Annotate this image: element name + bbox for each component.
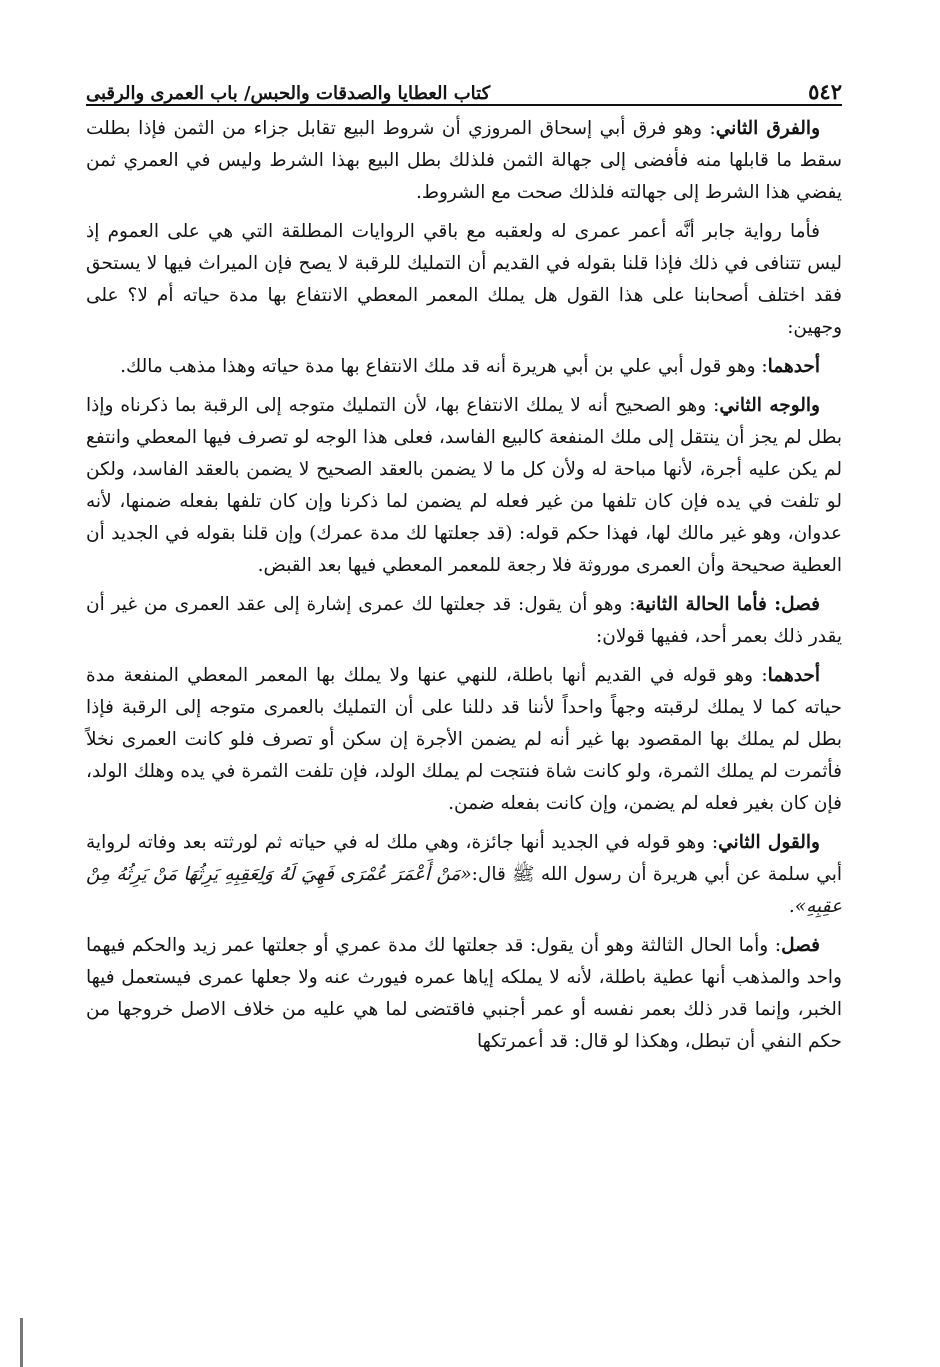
paragraph-text: : وهو قوله في الجديد أنها جائزة، وهي ملك له في حياته ثم لورثته بعد وفاته لرواية أبي سلمة عن أبي هريرة أن رسول الله ﷺ قال: [86,832,842,885]
paragraph-text: فأما رواية جابر أنَّه أعمر عمرى له ولعقبه مع باقي الروايات المطلقة التي هي على العموم إذ ليس تتنافى في ذلك فإذا قلنا بقوله في القديم أن التمليك للرقبة لا يصح فإن الميراث فيها لا يستحق فقد اختلف أصحابنا على هذا القول هل يملك المعمر المعطي الانتفاع بها مدة حياته أم لا؟ على وجهين: [86,221,842,338]
paragraph-text: : وهو فرق أبي إسحاق المروزي أن شروط البيع تقابل جزاء من الثمن فإذا بطلت سقط ما قابلها منه فأفضى إلى جهالة الثمن فلذلك بطل البيع بهذا الشرط وليس في العمري ثمن يفضي هذا الشرط إلى جهالته فلذلك صحت مع الشروط. [86,118,842,203]
paragraph-5 [86,589,842,653]
paragraph-lead: فصل: فأما الحالة الثانية [635,594,821,615]
paragraph-lead: أحدهما [767,356,820,377]
paragraph-lead: فصل [781,935,820,956]
page-number: ٥٤٢ [808,79,842,104]
body-text [86,113,842,1065]
paragraph-text: : وهو الصحيح أنه لا يملك الانتفاع بها، لأن التمليك متوجه إلى الرقبة بما ذكرناه وإذا بطل لم يجز أن ينتقل إلى ملك المنفعة كالبيع الفاسد، فعلى هذا الوجه لو تصرف فيها المعطي وانتفع لم يكن عليه أجرة، لأنها مباحة له ولأن كل ما لا يضمن بالعقد الصحيح لا يضمن بالعقد الفاسد، ولكن لو تلفت في يده فإن كان تلفها من غير فعله لم يضمن لما ذكرنا وإن كان تلفها بفعله ضمنها، لأنه عدوان، وهو غير مالك لها، فهذا حكم قوله: (قد جعلتها لك مدة عمرك) وإن قلنا بقوله في الجديد أن العطية صحيحة وأن العمرى موروثة فلا رجعة للمعمر المعطي فيها بعد القبض. [86,395,842,576]
page-header [86,68,842,106]
paragraph-text: : وهو قوله في القديم أنها باطلة، للنهي عنها ولا يملك بها المعمر المعطي المنفعة مدة حياته كما لا يملك لرقبته وجهاً واحداً لأننا قد دللنا على أن التمليك بالعمرى متوجه إلى الرقبة فإذا بطل لم يملك بها المقصود بها غير أنه لم يضمن الأجرة إن سكن أو تصرف فلو كانت العمرى نخلاً فأثمرت لم يملك الثمرة، ولو كانت شاة فنتجت لم يملك الولد، فإن تلفت الثمرة في يده وهلك الولد، فإن كان بغير فعله لم يضمن، وإن كانت بفعله ضمن. [86,665,842,814]
paragraph-4 [86,390,842,582]
running-title: كتاب العطايا والصدقات والحبس/ باب العمرى والرقبى [86,83,491,104]
paragraph-2 [86,216,842,344]
margin-line [20,1318,23,1367]
paragraph-3 [86,351,842,383]
paragraph-text: : وهو قول أبي علي بن أبي هريرة أنه قد ملك الانتفاع بها مدة حياته وهذا مذهب مالك. [120,356,768,377]
paragraph-1 [86,113,842,209]
paragraph-lead: والفرق الثاني [715,118,820,139]
paragraph-6 [86,660,842,820]
paragraph-lead: والقول الثاني [718,832,820,853]
paragraph-8 [86,930,842,1058]
paragraph-lead: أحدهما [767,665,820,686]
hadith-quote: «مَنْ أَعْمَرَ عُمْرَى فَهِيَ لَهُ وَلِعَقِبِهِ يَرِثُهَا مَنْ يَرِثُهُ مِنْ عقِبِهِ». [86,864,842,917]
paragraph-text: : وأما الحال الثالثة وهو أن يقول: قد جعلتها لك مدة عمري أو جعلتها عمر زيد والحكم فيهما واحد والمذهب أنها عطية باطلة، لأنه لا يملكه إياها عمره فيورث عنه ولا جعلها عمرى فيستعمل فيها الخبر، وإنما قدر ذلك بعمر نفسه أو عمر أجنبي فاقتضى لما هي عليه من خلاف الاصل خروجها من حكم النفي أن تبطل، وهكذا لو قال: قد أعمرتكها [86,935,842,1052]
paragraph-text: : وهو أن يقول: قد جعلتها لك عمرى إشارة إلى عقد العمرى من غير أن يقدر ذلك بعمر أحد، ففيها قولان: [86,594,842,647]
paragraph-lead: والوجه الثاني [719,395,820,416]
paragraph-7 [86,827,842,923]
